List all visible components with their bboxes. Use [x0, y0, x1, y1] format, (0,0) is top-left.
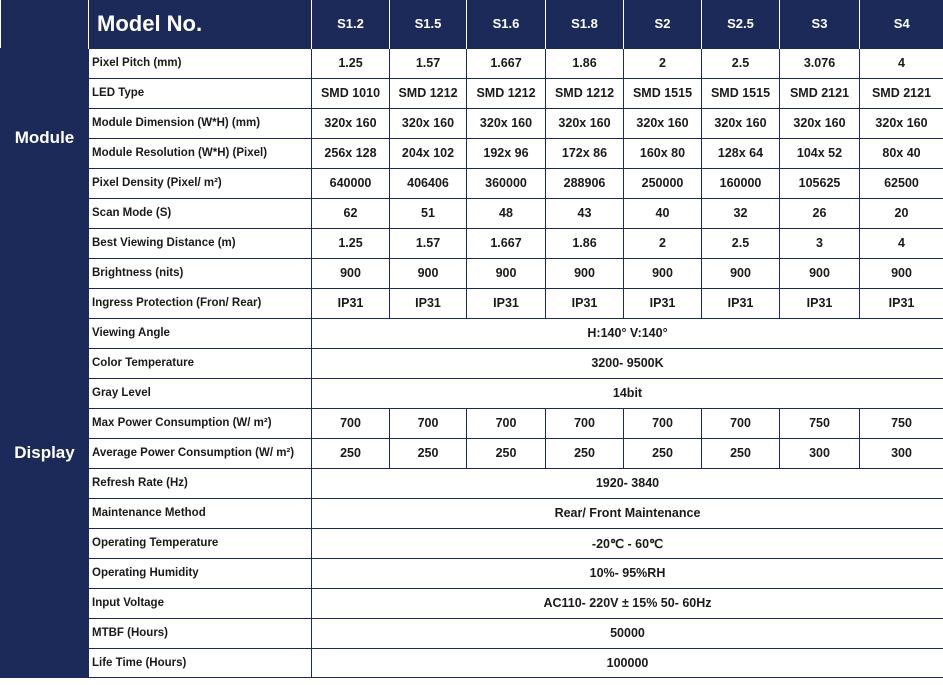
spec-value: 250	[546, 438, 624, 468]
spec-value: 288906	[546, 168, 624, 198]
spec-value: 105625	[780, 168, 860, 198]
spec-value: 700	[390, 408, 467, 438]
spec-value: 320x 160	[467, 108, 546, 138]
spec-value: SMD 2121	[860, 78, 943, 108]
spec-label: Module Dimension (W*H) (mm)	[89, 108, 312, 138]
module-group-label: Module	[1, 48, 89, 228]
spec-value: 204x 102	[390, 138, 467, 168]
spec-value: 900	[546, 258, 624, 288]
spec-label: Maintenance Method	[89, 498, 312, 528]
spec-value: 900	[860, 258, 943, 288]
model-header: S2.5	[702, 0, 780, 48]
spec-label: Max Power Consumption (W/ m²)	[89, 408, 312, 438]
spec-value: 48	[467, 198, 546, 228]
spec-value: 640000	[312, 168, 390, 198]
spec-value: IP31	[702, 288, 780, 318]
spec-label: Operating Humidity	[89, 558, 312, 588]
spec-row	[1, 288, 943, 318]
spec-label: LED Type	[89, 78, 312, 108]
spec-value: 2.5	[702, 48, 780, 78]
spec-value: 4	[860, 228, 943, 258]
spec-value: 26	[780, 198, 860, 228]
spec-value: 900	[390, 258, 467, 288]
spec-row	[1, 498, 943, 528]
spec-value: 1.667	[467, 48, 546, 78]
header-corner	[1, 0, 89, 48]
spec-value: 3	[780, 228, 860, 258]
spec-value: 700	[312, 408, 390, 438]
spec-value: IP31	[780, 288, 860, 318]
spec-row	[1, 138, 943, 168]
spec-label: Best Viewing Distance (m)	[89, 228, 312, 258]
model-header: S3	[780, 0, 860, 48]
spec-value: 32	[702, 198, 780, 228]
spec-value: 4	[860, 48, 943, 78]
spec-value: IP31	[624, 288, 702, 318]
spec-shared-value: 100000	[312, 648, 943, 677]
spec-value: 250	[390, 438, 467, 468]
spec-label: Scan Mode (S)	[89, 198, 312, 228]
spec-value: IP31	[860, 288, 943, 318]
spec-value: 20	[860, 198, 943, 228]
spec-value: SMD 1212	[390, 78, 467, 108]
spec-value: 80x 40	[860, 138, 943, 168]
spec-value: 1.57	[390, 48, 467, 78]
spec-label: Refresh Rate (Hz)	[89, 468, 312, 498]
spec-value: 250	[467, 438, 546, 468]
spec-value: 1.667	[467, 228, 546, 258]
spec-shared-value: H:140° V:140°	[312, 318, 943, 348]
spec-value: 300	[780, 438, 860, 468]
spec-label: Input Voltage	[89, 588, 312, 618]
spec-label: Module Resolution (W*H) (Pixel)	[89, 138, 312, 168]
spec-row	[1, 558, 943, 588]
spec-value: 900	[312, 258, 390, 288]
spec-body	[1, 48, 943, 677]
spec-value: SMD 1515	[702, 78, 780, 108]
spec-value: 700	[702, 408, 780, 438]
spec-label: Brightness (nits)	[89, 258, 312, 288]
spec-value: SMD 1212	[467, 78, 546, 108]
spec-value: 250	[312, 438, 390, 468]
spec-shared-value: 10%- 95%RH	[312, 558, 943, 588]
spec-value: 300	[860, 438, 943, 468]
spec-label: Viewing Angle	[89, 318, 312, 348]
spec-label: Color Temperature	[89, 348, 312, 378]
spec-value: 320x 160	[312, 108, 390, 138]
spec-value: SMD 1212	[546, 78, 624, 108]
spec-value: IP31	[390, 288, 467, 318]
spec-value: 360000	[467, 168, 546, 198]
spec-value: SMD 1515	[624, 78, 702, 108]
spec-row	[1, 48, 943, 78]
spec-value: 700	[546, 408, 624, 438]
spec-value: 320x 160	[546, 108, 624, 138]
spec-value: SMD 2121	[780, 78, 860, 108]
spec-shared-value: 3200- 9500K	[312, 348, 943, 378]
spec-value: 160x 80	[624, 138, 702, 168]
spec-value: 250	[624, 438, 702, 468]
model-header: S1.8	[546, 0, 624, 48]
spec-value: 700	[467, 408, 546, 438]
spec-value: 43	[546, 198, 624, 228]
spec-value: 104x 52	[780, 138, 860, 168]
spec-value: 750	[780, 408, 860, 438]
spec-label: Pixel Pitch (mm)	[89, 48, 312, 78]
spec-row	[1, 438, 943, 468]
spec-row	[1, 108, 943, 138]
spec-shared-value: 14bit	[312, 378, 943, 408]
spec-value: 192x 96	[467, 138, 546, 168]
spec-label: Pixel Density (Pixel/ m²)	[89, 168, 312, 198]
spec-value: 2	[624, 228, 702, 258]
spec-value: 62500	[860, 168, 943, 198]
spec-row	[1, 618, 943, 648]
spec-label: MTBF (Hours)	[89, 618, 312, 648]
model-header: S1.5	[390, 0, 467, 48]
spec-shared-value: AC110- 220V ± 15% 50- 60Hz	[312, 588, 943, 618]
model-no-title: Model No.	[89, 0, 312, 48]
spec-value: 1.25	[312, 48, 390, 78]
spec-row	[1, 378, 943, 408]
spec-value: 900	[780, 258, 860, 288]
spec-value: 3.076	[780, 48, 860, 78]
spec-value: SMD 1010	[312, 78, 390, 108]
spec-value: 128x 64	[702, 138, 780, 168]
spec-shared-value: 50000	[312, 618, 943, 648]
spec-label: Ingress Protection (Fron/ Rear)	[89, 288, 312, 318]
header-row	[1, 0, 943, 48]
spec-value: 1.86	[546, 228, 624, 258]
spec-row	[1, 198, 943, 228]
spec-row	[1, 648, 943, 677]
spec-shared-value: 1920- 3840	[312, 468, 943, 498]
spec-row	[1, 78, 943, 108]
spec-value: 40	[624, 198, 702, 228]
spec-row	[1, 258, 943, 288]
spec-row	[1, 168, 943, 198]
spec-value: 320x 160	[702, 108, 780, 138]
model-header: S1.6	[467, 0, 546, 48]
spec-value: 172x 86	[546, 138, 624, 168]
spec-value: 900	[702, 258, 780, 288]
spec-label: Life Time (Hours)	[89, 648, 312, 677]
spec-value: 406406	[390, 168, 467, 198]
spec-value: 1.86	[546, 48, 624, 78]
spec-value: 1.57	[390, 228, 467, 258]
spec-row	[1, 228, 943, 258]
spec-row	[1, 318, 943, 348]
model-header: S1.2	[312, 0, 390, 48]
spec-row	[1, 528, 943, 558]
spec-row	[1, 468, 943, 498]
spec-value: 2	[624, 48, 702, 78]
model-header: S2	[624, 0, 702, 48]
spec-shared-value: -20℃ - 60℃	[312, 528, 943, 558]
spec-value: 320x 160	[860, 108, 943, 138]
spec-value: 700	[624, 408, 702, 438]
spec-value: 900	[467, 258, 546, 288]
spec-value: 2.5	[702, 228, 780, 258]
spec-value: IP31	[312, 288, 390, 318]
spec-value: 750	[860, 408, 943, 438]
spec-label: Operating Temperature	[89, 528, 312, 558]
spec-label: Gray Level	[89, 378, 312, 408]
spec-value: 1.25	[312, 228, 390, 258]
spec-value: 320x 160	[780, 108, 860, 138]
spec-value: 250	[702, 438, 780, 468]
spec-row	[1, 588, 943, 618]
display-group-label: Display	[1, 228, 89, 677]
spec-value: 320x 160	[624, 108, 702, 138]
spec-value: 62	[312, 198, 390, 228]
spec-shared-value: Rear/ Front Maintenance	[312, 498, 943, 528]
model-header: S4	[860, 0, 943, 48]
spec-value: 250000	[624, 168, 702, 198]
spec-value: 160000	[702, 168, 780, 198]
spec-value: 320x 160	[390, 108, 467, 138]
spec-value: 256x 128	[312, 138, 390, 168]
spec-row	[1, 348, 943, 378]
spec-value: 51	[390, 198, 467, 228]
spec-row	[1, 408, 943, 438]
spec-label: Average Power Consumption (W/ m²)	[89, 438, 312, 468]
spec-value: 900	[624, 258, 702, 288]
spec-value: IP31	[467, 288, 546, 318]
spec-value: IP31	[546, 288, 624, 318]
